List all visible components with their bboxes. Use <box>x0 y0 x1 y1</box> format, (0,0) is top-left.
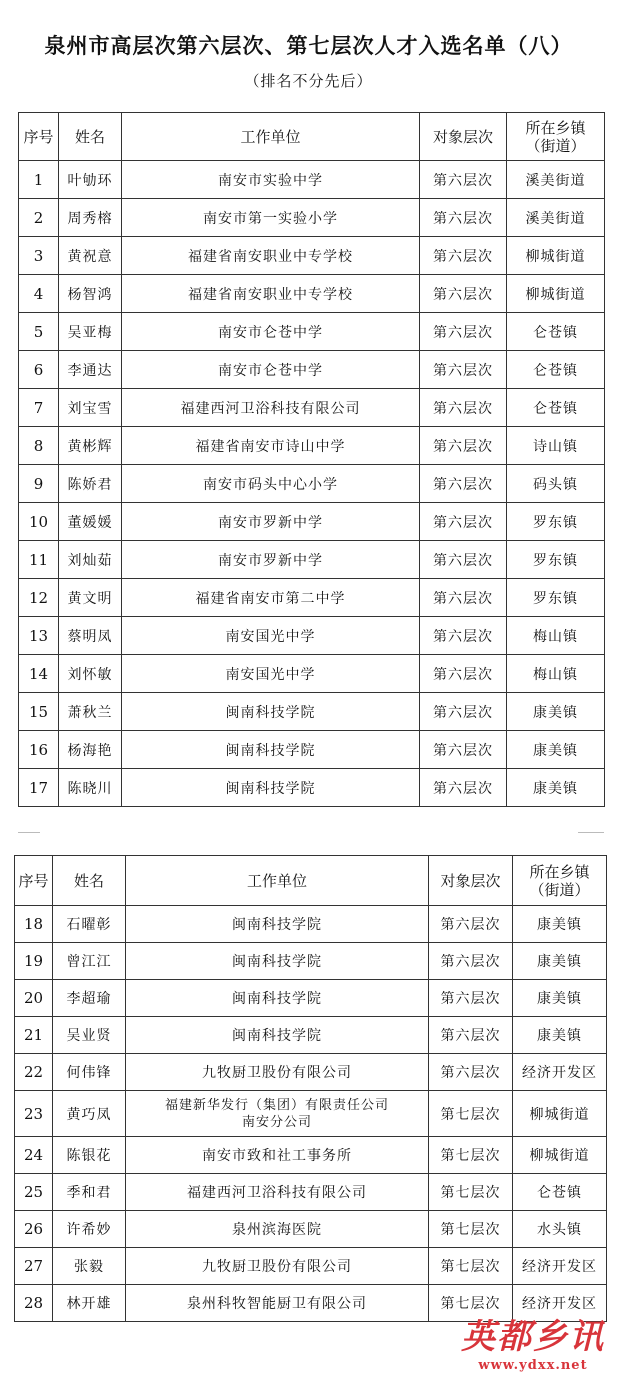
level-cell: 第六层次 <box>429 943 513 980</box>
name-cell: 周秀榕 <box>59 199 122 237</box>
unit-line: 闽南科技学院 <box>232 1028 322 1044</box>
name-cell: 黄彬辉 <box>59 427 122 465</box>
unit-line-2: 南安分公司 <box>241 1114 312 1130</box>
unit-cell <box>122 655 420 693</box>
level-cell: 第六层次 <box>420 541 507 579</box>
name-cell: 林开雄 <box>53 1285 126 1322</box>
header-town-line1: 所在乡镇 <box>529 862 590 881</box>
town-cell: 康美镇 <box>513 1017 607 1054</box>
unit-line: 福建西河卫浴科技有限公司 <box>187 1185 367 1201</box>
table-header-row <box>19 113 605 161</box>
seq-cell: 12 <box>19 579 59 617</box>
table-row <box>19 275 605 313</box>
seq-cell: 28 <box>15 1285 53 1322</box>
name-cell: 许希妙 <box>53 1211 126 1248</box>
unit-line: 九牧厨卫股份有限公司 <box>202 1259 352 1275</box>
unit-line: 闽南科技学院 <box>232 991 322 1007</box>
seq-cell: 19 <box>15 943 53 980</box>
unit-cell <box>122 161 420 199</box>
unit-cell <box>122 465 420 503</box>
unit-cell <box>122 693 420 731</box>
name-cell: 吴亚梅 <box>59 313 122 351</box>
unit-line: 闽南科技学院 <box>232 917 322 933</box>
town-cell: 康美镇 <box>507 769 605 807</box>
header-town-line1: 所在乡镇 <box>525 118 586 137</box>
seq-cell: 3 <box>19 237 59 275</box>
watermark-logo: 英都乡讯 <box>461 1317 605 1357</box>
table-row <box>15 1137 607 1174</box>
town-cell: 仑苍镇 <box>513 1174 607 1211</box>
table-row <box>15 1248 607 1285</box>
name-cell: 李通达 <box>59 351 122 389</box>
roster-table-1 <box>18 112 605 807</box>
town-cell: 康美镇 <box>513 980 607 1017</box>
table-row <box>15 1054 607 1091</box>
level-cell: 第六层次 <box>420 389 507 427</box>
town-cell: 罗东镇 <box>507 503 605 541</box>
table-row <box>19 465 605 503</box>
name-cell: 陈娇君 <box>59 465 122 503</box>
unit-cell <box>122 769 420 807</box>
level-cell: 第六层次 <box>420 161 507 199</box>
seq-cell: 21 <box>15 1017 53 1054</box>
unit-cell <box>126 1211 429 1248</box>
seq-cell: 11 <box>19 541 59 579</box>
seq-cell: 20 <box>15 980 53 1017</box>
site-watermark <box>461 1309 605 1373</box>
unit-cell <box>126 1054 429 1091</box>
town-cell: 经济开发区 <box>513 1054 607 1091</box>
unit-cell <box>122 351 420 389</box>
unit-cell <box>126 1137 429 1174</box>
town-cell: 柳城街道 <box>507 237 605 275</box>
level-cell: 第六层次 <box>420 237 507 275</box>
table-row <box>19 161 605 199</box>
unit-line: 泉州滨海医院 <box>232 1222 322 1238</box>
name-cell: 董媛媛 <box>59 503 122 541</box>
table-row <box>19 351 605 389</box>
header-name: 姓名 <box>59 113 122 161</box>
seq-cell: 27 <box>15 1248 53 1285</box>
name-cell: 黄巧凤 <box>53 1091 126 1137</box>
town-cell: 罗东镇 <box>507 579 605 617</box>
unit-line: 南安市实验中学 <box>218 172 323 189</box>
town-cell: 柳城街道 <box>513 1137 607 1174</box>
seq-cell: 10 <box>19 503 59 541</box>
table-row <box>19 731 605 769</box>
level-cell: 第六层次 <box>420 313 507 351</box>
seq-cell: 24 <box>15 1137 53 1174</box>
document-title: 泉州市高层次第六层次、第七层次人才入选名单（八） <box>44 34 573 58</box>
unit-cell <box>126 1248 429 1285</box>
seq-cell: 26 <box>15 1211 53 1248</box>
name-cell: 黄祝意 <box>59 237 122 275</box>
unit-line: 福建西河卫浴科技有限公司 <box>180 400 361 417</box>
table-row <box>19 579 605 617</box>
name-cell: 黄文明 <box>59 579 122 617</box>
name-cell: 杨智鸿 <box>59 275 122 313</box>
name-cell: 刘灿茹 <box>59 541 122 579</box>
table-row <box>19 503 605 541</box>
unit-line: 南安国光中学 <box>225 628 316 645</box>
unit-cell <box>122 389 420 427</box>
unit-cell <box>126 980 429 1017</box>
town-cell: 梅山镇 <box>507 655 605 693</box>
name-cell: 张毅 <box>53 1248 126 1285</box>
level-cell: 第六层次 <box>420 693 507 731</box>
town-cell: 水头镇 <box>513 1211 607 1248</box>
unit-cell <box>126 906 429 943</box>
table-row <box>15 943 607 980</box>
table-row <box>19 389 605 427</box>
seq-cell: 25 <box>15 1174 53 1211</box>
seq-cell: 18 <box>15 906 53 943</box>
level-cell: 第六层次 <box>429 906 513 943</box>
table-row <box>15 1091 607 1137</box>
table-row <box>15 1174 607 1211</box>
town-cell: 康美镇 <box>507 693 605 731</box>
level-cell: 第六层次 <box>420 731 507 769</box>
table-row <box>19 313 605 351</box>
unit-line: 泉州科牧智能厨卫有限公司 <box>187 1296 367 1312</box>
document-subtitle: （排名不分先后） <box>244 72 373 90</box>
header-unit: 工作单位 <box>122 113 420 161</box>
town-cell: 罗东镇 <box>507 541 605 579</box>
unit-line: 福建省南安职业中专学校 <box>188 248 353 265</box>
table-header-row <box>15 856 607 906</box>
table-row <box>19 427 605 465</box>
unit-cell <box>126 1285 429 1322</box>
unit-cell <box>122 313 420 351</box>
seq-cell: 22 <box>15 1054 53 1091</box>
header-town-line2: （街道） <box>529 880 590 899</box>
town-cell: 仑苍镇 <box>507 313 605 351</box>
level-cell: 第六层次 <box>420 579 507 617</box>
unit-cell <box>126 1174 429 1211</box>
unit-cell <box>122 617 420 655</box>
seq-cell: 2 <box>19 199 59 237</box>
seq-cell: 15 <box>19 693 59 731</box>
header-town <box>507 113 605 161</box>
unit-cell <box>122 579 420 617</box>
seq-cell: 4 <box>19 275 59 313</box>
town-cell: 柳城街道 <box>507 275 605 313</box>
town-cell: 诗山镇 <box>507 427 605 465</box>
town-cell: 仑苍镇 <box>507 351 605 389</box>
town-cell: 康美镇 <box>513 906 607 943</box>
unit-line: 南安国光中学 <box>225 666 316 683</box>
header-level: 对象层次 <box>420 113 507 161</box>
town-cell: 经济开发区 <box>513 1248 607 1285</box>
unit-line: 南安市码头中心小学 <box>203 476 338 493</box>
town-cell: 溪美街道 <box>507 199 605 237</box>
unit-cell <box>126 1017 429 1054</box>
unit-cell <box>122 237 420 275</box>
unit-line: 南安市仑苍中学 <box>218 324 323 341</box>
table-row <box>19 199 605 237</box>
right-divider <box>578 832 604 833</box>
level-cell: 第七层次 <box>429 1091 513 1137</box>
town-cell: 码头镇 <box>507 465 605 503</box>
table-row <box>19 693 605 731</box>
name-cell: 陈银花 <box>53 1137 126 1174</box>
level-cell: 第六层次 <box>420 769 507 807</box>
unit-line: 福建新华发行（集团）有限责任公司 <box>164 1097 389 1113</box>
level-cell: 第六层次 <box>420 351 507 389</box>
unit-line: 南安市致和社工事务所 <box>202 1148 352 1164</box>
unit-line: 南安市罗新中学 <box>218 514 323 531</box>
unit-cell <box>122 541 420 579</box>
level-cell: 第六层次 <box>420 655 507 693</box>
unit-line: 闽南科技学院 <box>225 780 316 797</box>
town-cell: 仑苍镇 <box>507 389 605 427</box>
name-cell: 石曜彰 <box>53 906 126 943</box>
seq-cell: 5 <box>19 313 59 351</box>
unit-cell <box>126 943 429 980</box>
level-cell: 第七层次 <box>429 1137 513 1174</box>
header-town-line2: （街道） <box>525 136 586 155</box>
header-town <box>513 856 607 906</box>
level-cell: 第六层次 <box>420 199 507 237</box>
level-cell: 第七层次 <box>429 1174 513 1211</box>
table-row <box>19 541 605 579</box>
table-row <box>15 980 607 1017</box>
table-row <box>19 769 605 807</box>
unit-cell <box>122 275 420 313</box>
level-cell: 第六层次 <box>420 275 507 313</box>
name-cell: 何伟锋 <box>53 1054 126 1091</box>
unit-line: 闽南科技学院 <box>225 742 316 759</box>
level-cell: 第七层次 <box>429 1211 513 1248</box>
seq-cell: 7 <box>19 389 59 427</box>
name-cell: 陈晓川 <box>59 769 122 807</box>
watermark-site: www.ydxx.net <box>478 1358 588 1373</box>
unit-cell <box>122 427 420 465</box>
town-cell: 溪美街道 <box>507 161 605 199</box>
name-cell: 叶劬环 <box>59 161 122 199</box>
level-cell: 第六层次 <box>420 465 507 503</box>
name-cell: 蔡明凤 <box>59 617 122 655</box>
unit-cell <box>126 1091 429 1137</box>
unit-line: 南安市第一实验小学 <box>203 210 338 227</box>
seq-cell: 8 <box>19 427 59 465</box>
header-name: 姓名 <box>53 856 126 906</box>
town-cell: 康美镇 <box>507 731 605 769</box>
unit-cell <box>122 199 420 237</box>
unit-line: 南安市仑苍中学 <box>218 362 323 379</box>
header-unit: 工作单位 <box>126 856 429 906</box>
level-cell: 第六层次 <box>420 427 507 465</box>
header-level: 对象层次 <box>429 856 513 906</box>
name-cell: 吴业贤 <box>53 1017 126 1054</box>
name-cell: 刘宝雪 <box>59 389 122 427</box>
unit-line: 闽南科技学院 <box>232 954 322 970</box>
town-cell: 梅山镇 <box>507 617 605 655</box>
town-cell: 康美镇 <box>513 943 607 980</box>
table-row <box>15 1211 607 1248</box>
level-cell: 第六层次 <box>429 980 513 1017</box>
unit-line: 南安市罗新中学 <box>218 552 323 569</box>
header-seq: 序号 <box>19 113 59 161</box>
name-cell: 杨海艳 <box>59 731 122 769</box>
table-row <box>15 906 607 943</box>
unit-line: 福建省南安职业中专学校 <box>188 286 353 303</box>
level-cell: 第七层次 <box>429 1248 513 1285</box>
level-cell: 第七层次 <box>429 1285 513 1322</box>
level-cell: 第六层次 <box>429 1017 513 1054</box>
name-cell: 季和君 <box>53 1174 126 1211</box>
table-row <box>15 1017 607 1054</box>
seq-cell: 6 <box>19 351 59 389</box>
seq-cell: 13 <box>19 617 59 655</box>
name-cell: 李超瑜 <box>53 980 126 1017</box>
level-cell: 第六层次 <box>429 1054 513 1091</box>
town-cell: 柳城街道 <box>513 1091 607 1137</box>
table-row <box>19 655 605 693</box>
name-cell: 萧秋兰 <box>59 693 122 731</box>
town-cell: 经济开发区 <box>513 1285 607 1322</box>
unit-line: 福建省南安市诗山中学 <box>195 438 346 455</box>
roster-table-2 <box>14 855 607 1322</box>
level-cell: 第六层次 <box>420 617 507 655</box>
unit-cell <box>122 503 420 541</box>
seq-cell: 1 <box>19 161 59 199</box>
unit-line: 九牧厨卫股份有限公司 <box>202 1065 352 1081</box>
seq-cell: 9 <box>19 465 59 503</box>
unit-line: 福建省南安市第二中学 <box>195 590 346 607</box>
table-row <box>19 617 605 655</box>
level-cell: 第六层次 <box>420 503 507 541</box>
seq-cell: 14 <box>19 655 59 693</box>
name-cell: 曾江江 <box>53 943 126 980</box>
header-seq: 序号 <box>15 856 53 906</box>
seq-cell: 17 <box>19 769 59 807</box>
unit-line: 闽南科技学院 <box>225 704 316 721</box>
name-cell: 刘怀敏 <box>59 655 122 693</box>
unit-cell <box>122 731 420 769</box>
left-divider <box>18 832 40 833</box>
seq-cell: 16 <box>19 731 59 769</box>
seq-cell: 23 <box>15 1091 53 1137</box>
table-row <box>19 237 605 275</box>
